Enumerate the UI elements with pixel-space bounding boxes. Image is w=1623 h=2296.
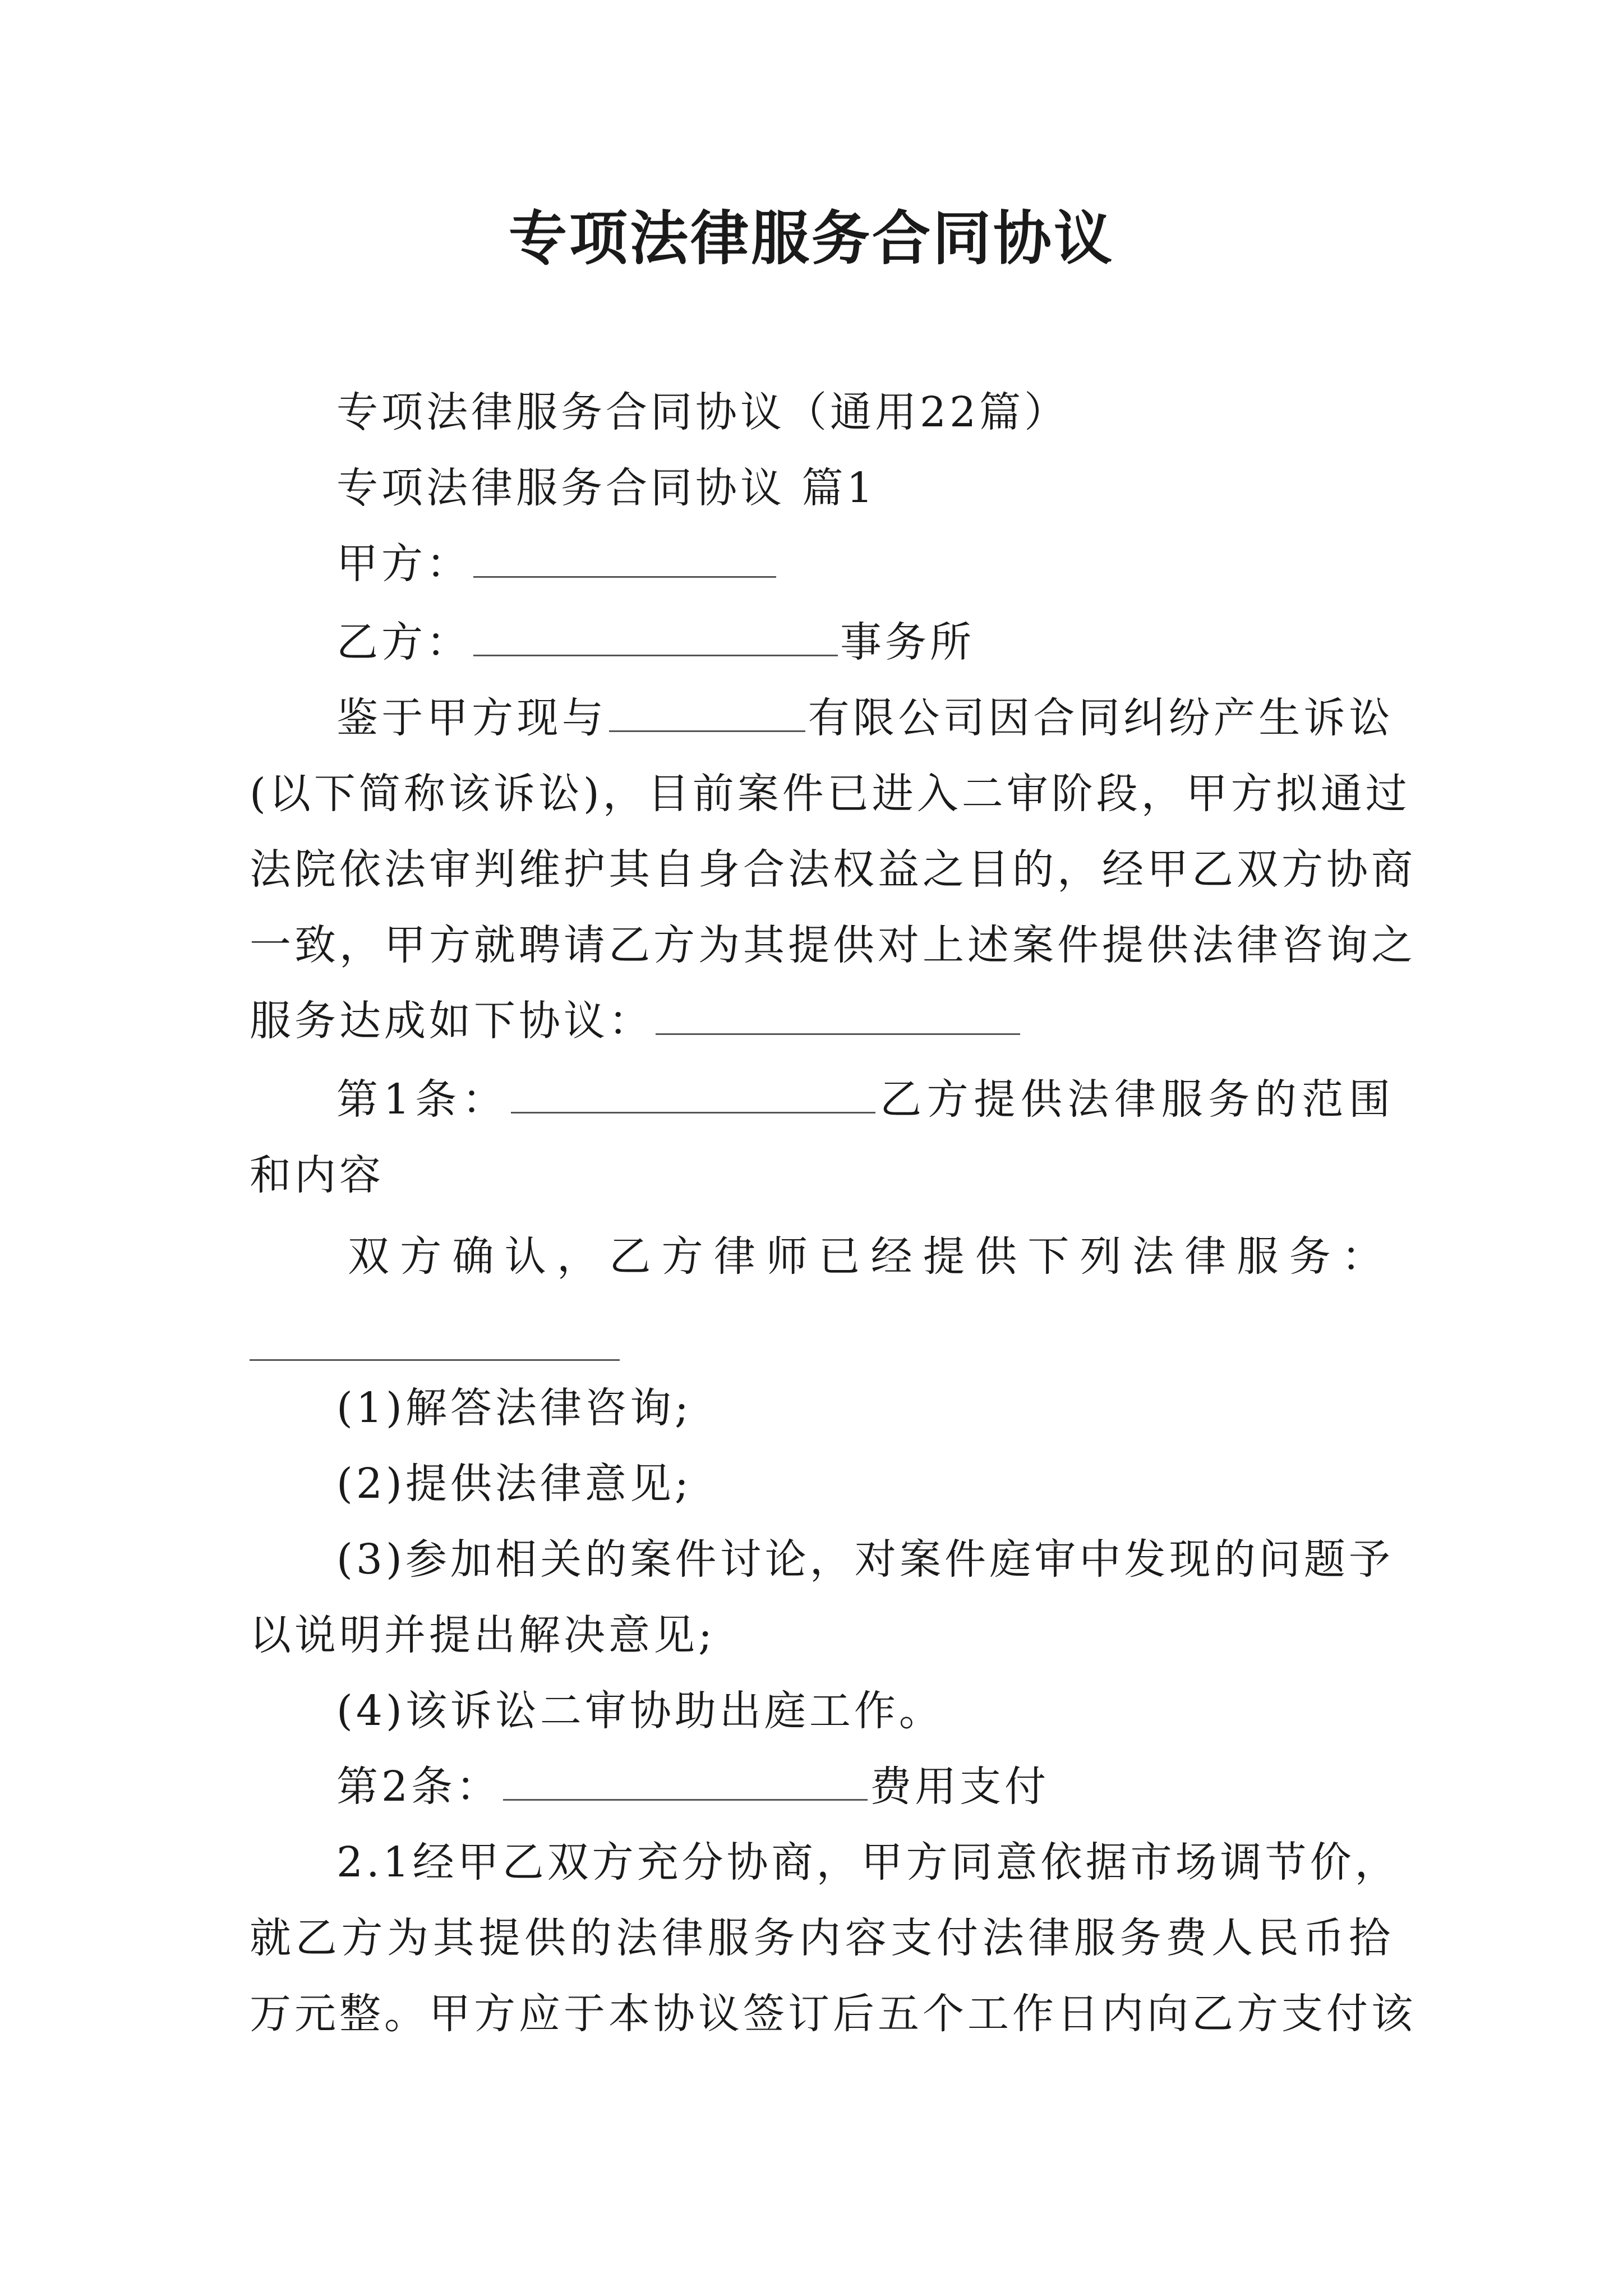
intro-blank xyxy=(656,992,1020,1035)
service-item-1: (1)解答法律咨询; xyxy=(336,1384,692,1432)
payment-line-2: 就乙方为其提供的法律服务内容支付法律服务费人民币拾 xyxy=(250,1914,1394,1962)
party-b-blank xyxy=(473,613,838,656)
article-2-number: 第2条： xyxy=(336,1763,501,1811)
service-item-3-line-2: 以说明并提出解决意见; xyxy=(250,1611,716,1659)
article-1-blank xyxy=(511,1070,875,1114)
party-a-label: 甲方： xyxy=(336,540,471,588)
service-item-4: (4)该诉讼二审协助出庭工作。 xyxy=(336,1687,944,1735)
confirm-line: 双方确认，乙方律师已经提供下列法律服务： xyxy=(348,1232,1391,1281)
article-1-continued: 和内容 xyxy=(250,1151,384,1199)
party-a-line xyxy=(336,533,1394,595)
payment-line-3: 万元整。甲方应于本协议签订后五个工作日内向乙方支付该 xyxy=(250,1990,1416,2038)
party-a-blank xyxy=(473,535,776,578)
article-2-blank xyxy=(503,1757,868,1801)
intro-line-1 xyxy=(336,687,1394,749)
document-subtitle: 专项法律服务合同协议（通用22篇） xyxy=(336,388,1069,436)
payment-line-1: 2.1经甲乙双方充分协商，甲方同意依据市场调节价， xyxy=(336,1838,1400,1887)
intro-line-5-text: 服务达成如下协议： xyxy=(250,997,653,1045)
confirm-blank-rule xyxy=(250,1359,620,1361)
article-1-line xyxy=(336,1069,1394,1130)
section-heading: 专项法律服务合同协议 篇1 xyxy=(336,464,877,512)
intro-line-1-post: 有限公司因合同纠纷产生诉讼 xyxy=(808,694,1394,742)
intro-line-3: 法院依法审判维护其自身合法权益之目的，经甲乙双方协商 xyxy=(250,845,1416,894)
article-1-title: 乙方提供法律服务的范围 xyxy=(878,1075,1394,1124)
party-b-label: 乙方： xyxy=(336,618,471,666)
document-title: 专项法律服务合同协议 xyxy=(508,204,1114,273)
service-item-2: (2)提供法律意见; xyxy=(336,1460,692,1508)
intro-line-4: 一致，甲方就聘请乙方为其提供对上述案件提供法律咨询之 xyxy=(250,921,1416,969)
article-2-title: 费用支付 xyxy=(870,1763,1050,1811)
intro-line-2: (以下简称该诉讼)，目前案件已进入二审阶段，甲方拟通过 xyxy=(250,770,1410,818)
article-1-number: 第1条： xyxy=(336,1075,509,1124)
intro-line-1-pre: 鉴于甲方现与 xyxy=(336,694,607,742)
company-blank xyxy=(609,689,805,732)
party-b-suffix: 事务所 xyxy=(840,618,975,666)
service-item-3-line-1: (3)参加相关的案件讨论，对案件庭审中发现的问题予 xyxy=(336,1535,1394,1584)
article-2-line xyxy=(336,1756,1394,1818)
party-b-line xyxy=(336,611,1394,673)
intro-line-5 xyxy=(250,990,1394,1052)
